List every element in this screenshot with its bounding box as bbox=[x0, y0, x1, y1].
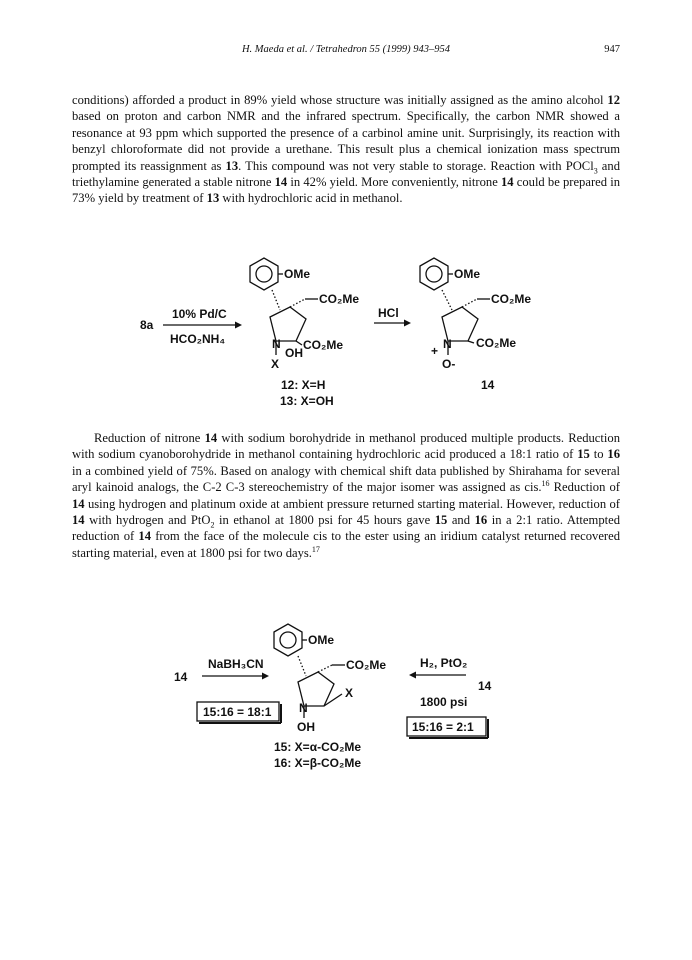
start-compound-8a: 8a bbox=[140, 318, 154, 332]
aromatic-circle-left bbox=[256, 266, 272, 282]
text: to bbox=[589, 447, 608, 462]
page-number: 947 bbox=[604, 44, 620, 55]
text: Reduction of nitrone bbox=[94, 431, 205, 445]
nitrogen-label-right: N bbox=[443, 337, 452, 351]
left-start-compound: 14 bbox=[174, 670, 188, 684]
nitrone-plus-charge: + bbox=[431, 344, 439, 358]
benzene-ring-right bbox=[420, 258, 448, 290]
hydroxyl-label: OH bbox=[297, 720, 315, 734]
methoxy-label: OMe bbox=[308, 633, 335, 647]
pyrrolidine-ring-left bbox=[270, 307, 306, 341]
reagent-hco2nh4: HCO₂NH₄ bbox=[170, 332, 226, 346]
compound-ref: 12 bbox=[607, 93, 620, 107]
compound-ref: 16 bbox=[607, 447, 621, 462]
compound-ref: 14 bbox=[72, 496, 85, 511]
subscript: 2 bbox=[210, 520, 215, 530]
pyrrolidine-ring-right bbox=[442, 307, 478, 341]
x-substituent-label: X bbox=[271, 357, 280, 371]
compound-ref: 14 bbox=[138, 529, 152, 544]
text: and triethylamine generated a stable nitrone bbox=[72, 158, 620, 190]
compound-ref: 14 bbox=[500, 175, 514, 190]
reagent-nabh3cn: NaBH₃CN bbox=[208, 657, 264, 671]
compound-13-label: 13: X=OH bbox=[280, 394, 334, 408]
text: . This compound was not very stable to storage. Reaction with POCl bbox=[238, 158, 594, 173]
benzene-ring bbox=[274, 624, 302, 656]
text: in ethanol at 1800 psi for 45 hours gave bbox=[214, 513, 435, 528]
text: in 42% yield. More conveniently, nitrone bbox=[287, 175, 501, 190]
hydroxyl-label-left: OH bbox=[285, 346, 303, 360]
compound-12-label: 12: X=H bbox=[281, 378, 326, 392]
scheme-1 bbox=[0, 255, 692, 415]
nitrogen-label: N bbox=[299, 701, 308, 715]
reference-superscript: 17 bbox=[311, 544, 320, 554]
scheme-2 bbox=[0, 610, 692, 775]
reagent-pd-c: 10% Pd/C bbox=[172, 307, 227, 321]
text: based on proton and carbon NMR and the infrared spectrum. Specifically, the carbon NMR showed a resonance at 93 ppm which supported the presence of a carbinol amine unit. Surprisingly, its reaction with benzyl chloroformate did not provide a urethane. This result plus a chemical ionization mass spectrum prompted its reassignment as bbox=[72, 109, 620, 173]
running-title: H. Maeda et al. / Tetrahedron 55 (1999) 943–954 bbox=[241, 44, 451, 55]
text: conditions) afforded a product in 89% yield whose structure was initially assigned as the amino alcohol bbox=[72, 93, 608, 107]
ratio-left: 15:16 = 18:1 bbox=[203, 705, 272, 719]
text: with hydrogen and PtO bbox=[84, 513, 211, 528]
text: and bbox=[447, 513, 475, 528]
oxide-label: O- bbox=[442, 357, 456, 371]
methoxy-label-right: OMe bbox=[454, 267, 481, 281]
compound-ref: 14 bbox=[72, 513, 85, 528]
compound-ref: 15 bbox=[434, 513, 448, 528]
running-header bbox=[0, 44, 692, 60]
text: Reduction of bbox=[549, 480, 620, 495]
ester-label-left-top: CO₂Me bbox=[319, 292, 360, 306]
reagent-h2-pto2: H₂, PtO₂ bbox=[420, 656, 468, 670]
compound-ref: 13 bbox=[225, 158, 239, 173]
compound-14-label: 14 bbox=[481, 378, 495, 392]
ester-label-right-top: CO₂Me bbox=[491, 292, 532, 306]
aromatic-circle-right bbox=[426, 266, 442, 282]
text: in a combined yield of 75%. Based on analogy with chemical shift data published by Shirahama for several aryl kainoid analogs, the C-2 C-3 stereochemistry of the major isomer was assigned as cis. bbox=[72, 463, 620, 495]
compound-ref: 16 bbox=[474, 513, 488, 528]
aromatic-circle bbox=[280, 632, 296, 648]
ester-label: CO₂Me bbox=[346, 658, 387, 672]
compound-15-label: 15: X=α-CO₂Me bbox=[274, 740, 362, 754]
compound-16-label: 16: X=β-CO₂Me bbox=[274, 756, 362, 770]
text: with hydrochloric acid in methanol. bbox=[219, 191, 403, 206]
compound-ref: 14 bbox=[204, 431, 218, 445]
reagent-hcl: HCl bbox=[378, 306, 399, 320]
compound-ref: 14 bbox=[274, 175, 288, 190]
methoxy-label-left: OMe bbox=[284, 267, 311, 281]
nitrogen-label-left: N bbox=[272, 337, 281, 351]
text: using hydrogen and platinum oxide at ambient pressure returned starting material. However, reduction of bbox=[84, 496, 620, 511]
compound-ref: 15 bbox=[577, 447, 590, 462]
text: in a 2:1 ratio. Attempted reduction of bbox=[72, 513, 620, 544]
right-start-compound: 14 bbox=[478, 679, 492, 693]
text: could be prepared in 73% yield by treatment of bbox=[72, 175, 620, 206]
benzene-ring-left bbox=[250, 258, 278, 290]
reagent-pressure: 1800 psi bbox=[420, 695, 468, 709]
ester-label-left-bottom: CO₂Me bbox=[303, 338, 344, 352]
compound-ref: 13 bbox=[206, 191, 220, 206]
text: from the face of the molecule cis to the ester using an iridium catalyst returned recovered starting material, even at 1800 psi for two days. bbox=[72, 529, 620, 560]
x-substituent-label: X bbox=[345, 686, 354, 700]
ester-label-right-bottom: CO₂Me bbox=[476, 336, 517, 350]
reference-superscript: 16 bbox=[541, 479, 550, 489]
text: with sodium borohydride in methanol produced multiple products. Reduction with sodium cyanoborohydride in methanol containing hydrochloric acid produced a 18:1 ratio of bbox=[72, 431, 620, 462]
paragraph-1 bbox=[72, 92, 620, 207]
ratio-right: 15:16 = 2:1 bbox=[412, 720, 474, 734]
subscript: 3 bbox=[593, 166, 598, 176]
paragraph-2 bbox=[72, 430, 620, 561]
